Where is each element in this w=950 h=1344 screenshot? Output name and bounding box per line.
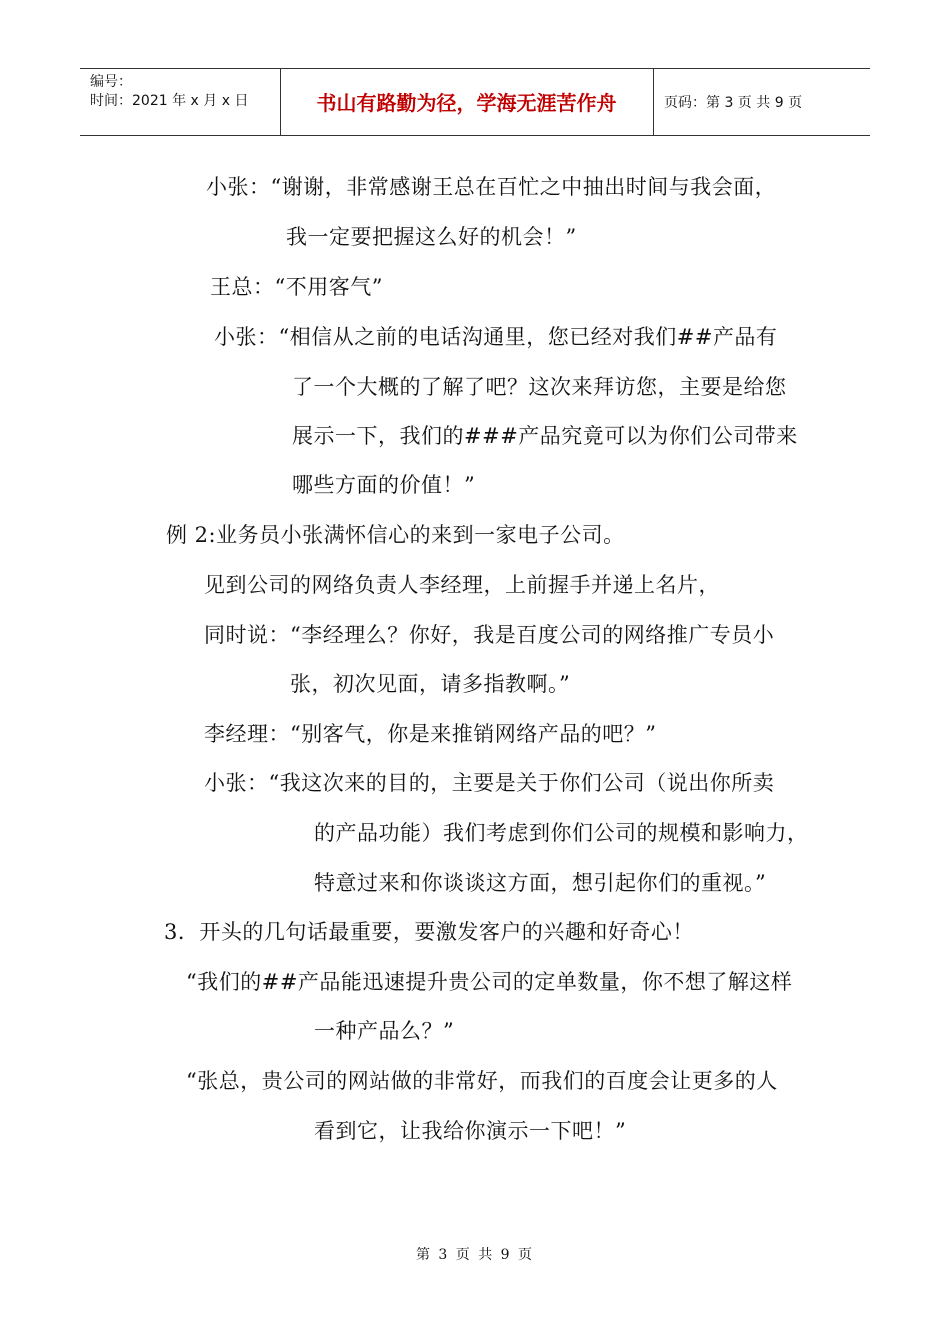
text-line: 哪些方面的价值！” <box>292 473 476 497</box>
text-line: 小张：“我这次来的目的，主要是关于你们公司（说出你所卖 <box>204 771 775 795</box>
text-line: 小张：“相信从之前的电话沟通里，您已经对我们##产品有 <box>214 325 778 349</box>
document-date: 时间：2021 年 x 月 x 日 <box>90 93 249 109</box>
page-footer: 第 3 页 共 9 页 <box>415 1247 535 1263</box>
text-line: 特意过来和你谈谈这方面，想引起你们的重视。” <box>314 871 767 895</box>
text-line: 展示一下，我们的###产品究竟可以为你们公司带来 <box>292 424 798 448</box>
text-line: 王总：“不用客气” <box>210 275 383 299</box>
text-line: “我们的##产品能迅速提升贵公司的定单数量，你不想了解这样 <box>186 970 793 994</box>
text-line: 见到公司的网络负责人李经理，上前握手并递上名片， <box>204 573 720 597</box>
header-motto: 书山有路勤为径，学海无涯苦作舟 <box>316 91 617 115</box>
header-meta <box>90 73 248 111</box>
text-line: 同时说：“李经理么？你好，我是百度公司的网络推广专员小 <box>204 623 775 647</box>
text-line: 张，初次见面，请多指教啊。” <box>290 672 571 696</box>
text-line: 看到它，让我给你演示一下吧！” <box>314 1119 627 1143</box>
text-line: 的产品功能）我们考虑到你们公司的规模和影响力， <box>314 821 809 845</box>
text-line: 3．开头的几句话最重要，要激发客户的兴趣和好奇心！ <box>164 920 694 944</box>
header-divider <box>653 69 654 135</box>
text-line: 一种产品么？” <box>314 1019 455 1043</box>
text-line: 李经理：“别客气，你是来推销网络产品的吧？” <box>204 722 657 746</box>
text-line: 了一个大概的了解了吧？这次来拜访您，主要是给您 <box>292 375 787 399</box>
text-line: 小张：“谢谢，非常感谢王总在百忙之中抽出时间与我会面， <box>206 175 777 199</box>
text-line: 我一定要把握这么好的机会！” <box>286 225 577 249</box>
page-header <box>80 68 870 136</box>
text-line: 例 2:业务员小张满怀信心的来到一家电子公司。 <box>166 523 625 547</box>
text-line: “张总，贵公司的网站做的非常好，而我们的百度会让更多的人 <box>186 1069 778 1093</box>
document-number-label: 编号： <box>90 74 132 90</box>
header-page-info: 页码：第 3 页 共 9 页 <box>664 95 803 111</box>
